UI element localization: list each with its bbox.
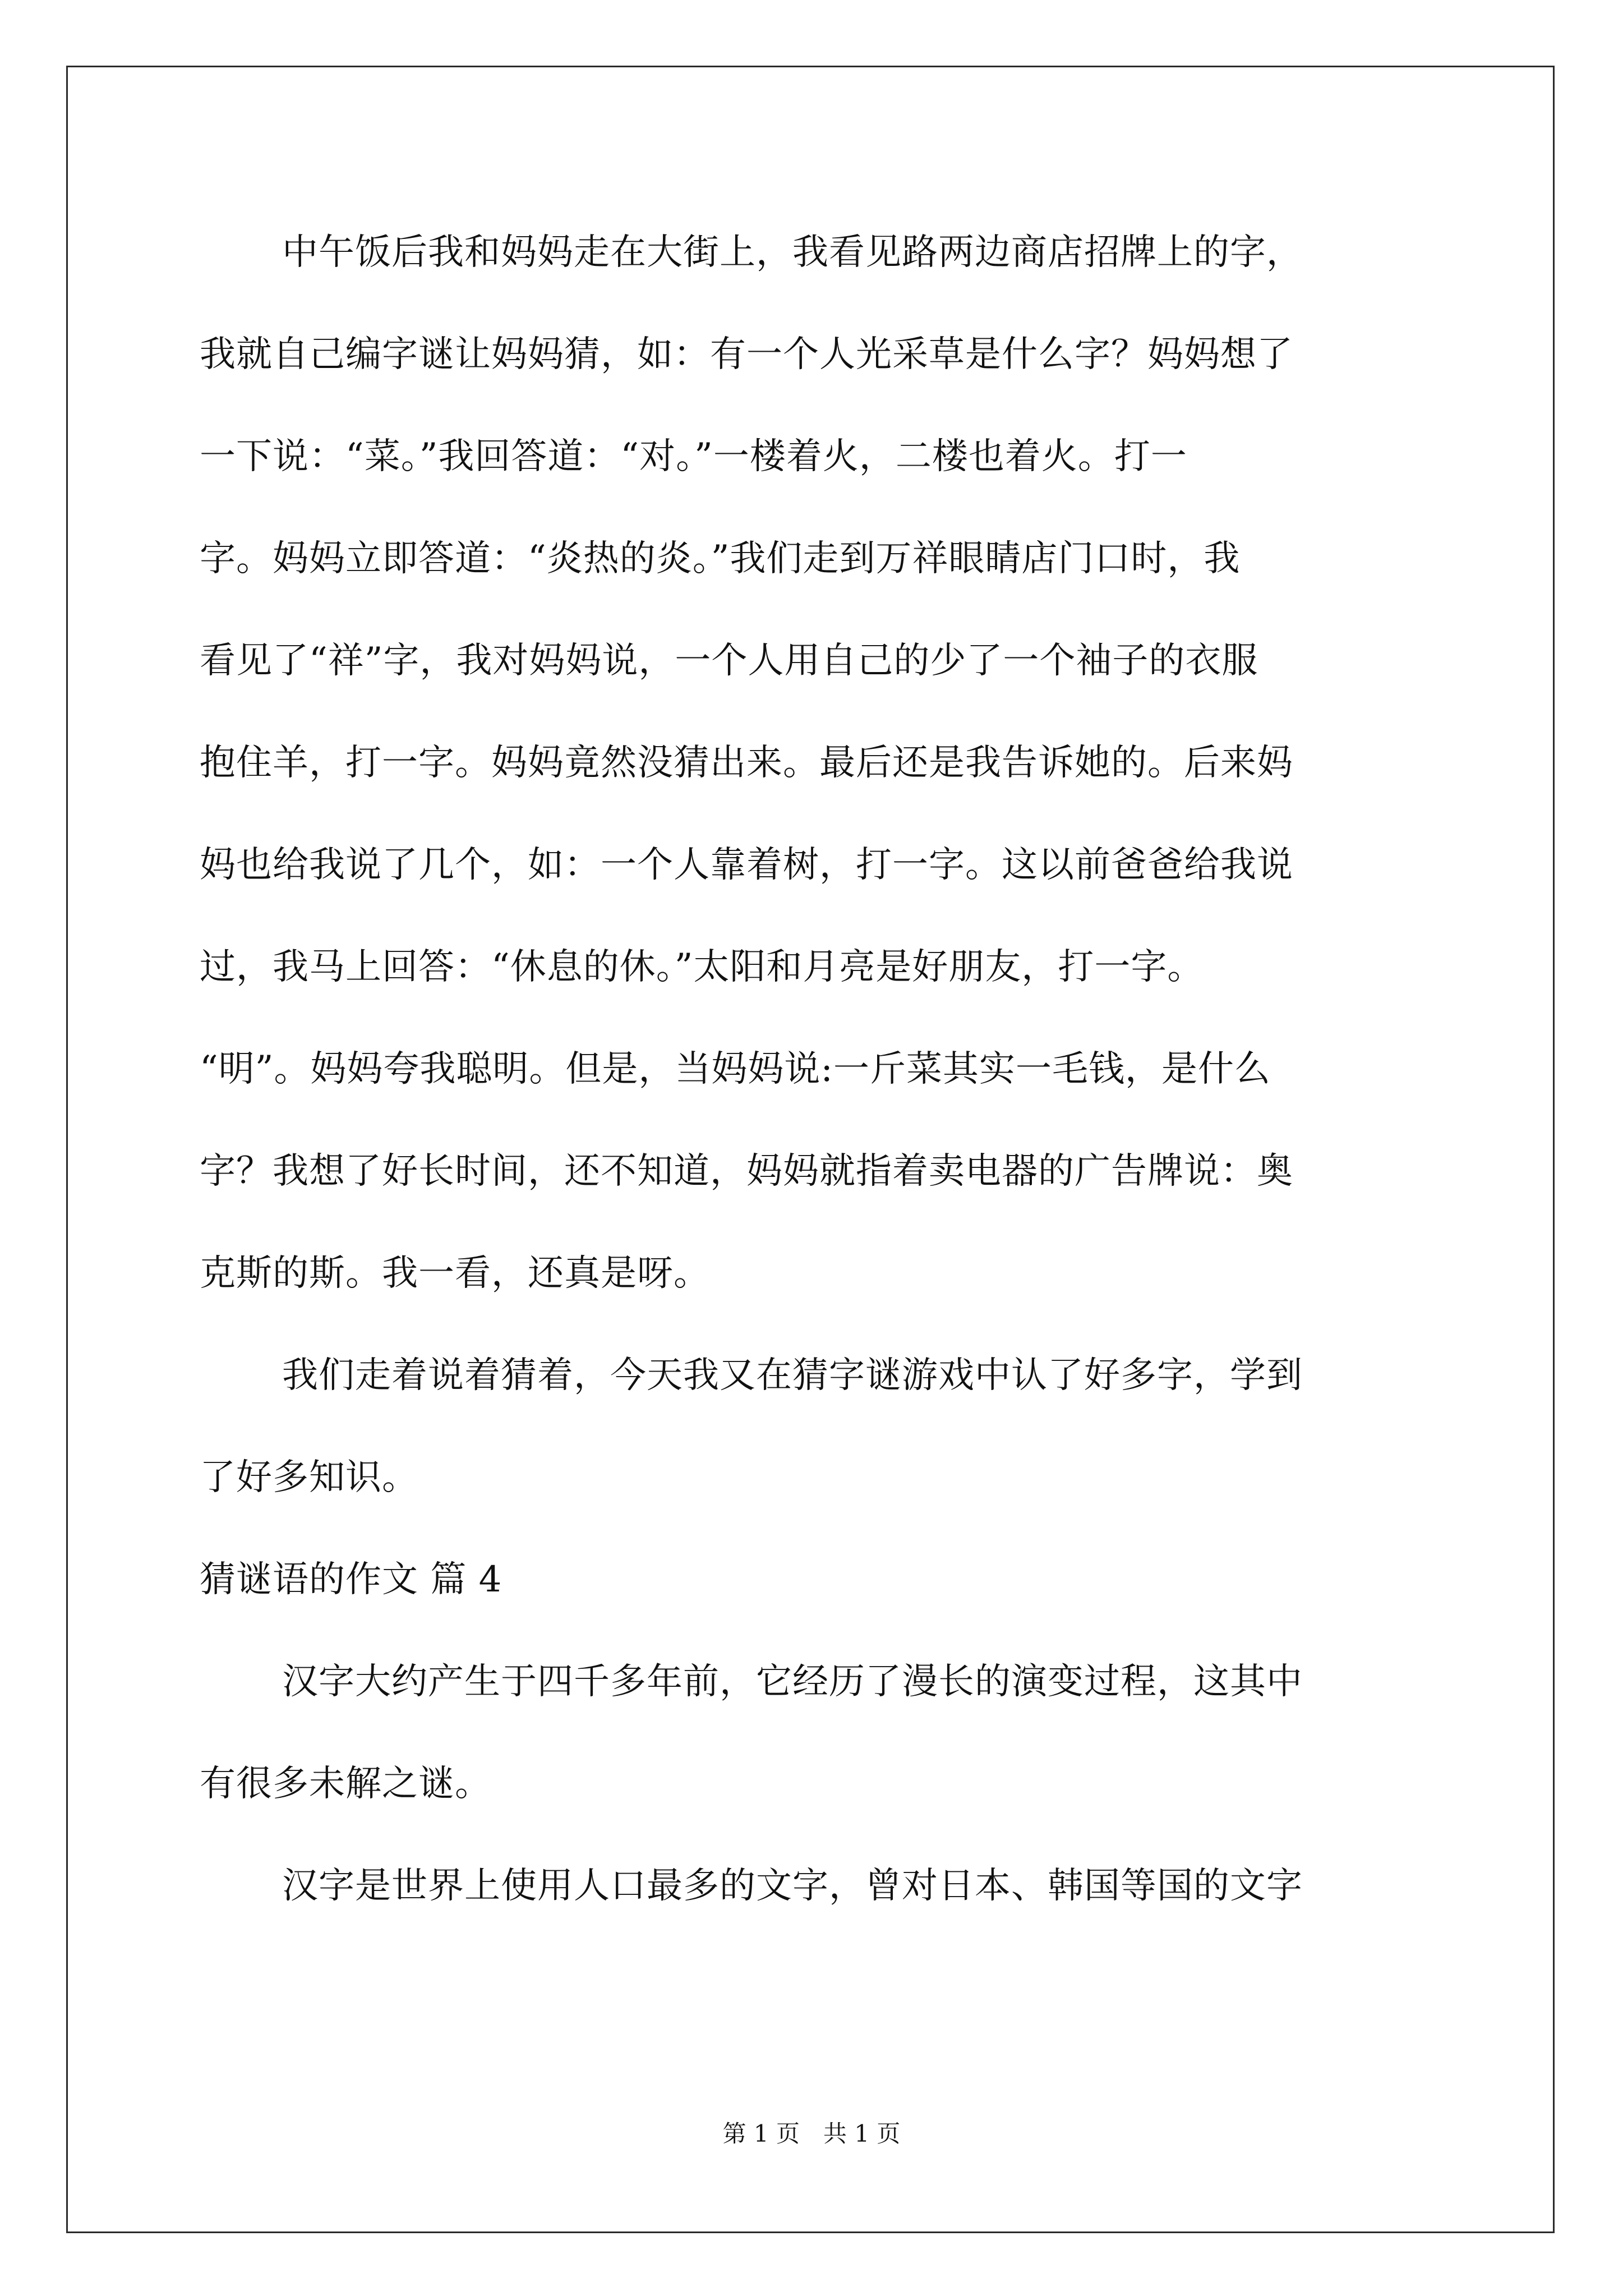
text-line: 有很多未解之谜。 [200,1763,491,1805]
text-line: 一下说：“菜。”我回答道：“对。”一楼着火，二楼也着火。打一 [200,436,1187,477]
text-line: 我就自己编字谜让妈妈猜，如：有一个人光采草是什么字？妈妈想了 [200,334,1293,375]
text-line: 克斯的斯。我一看，还真是呀。 [200,1253,710,1294]
text-line: 汉字是世界上使用人口最多的文字，曾对日本、韩国等国的文字 [282,1865,1303,1907]
text-line: 汉字大约产生于四千多年前，它经历了漫长的演变过程，这其中 [282,1661,1303,1703]
text-line: 过，我马上回答：“休息的休。”太阳和月亮是好朋友，打一字。 [200,946,1204,988]
page-footer: 第 1 页 共 1 页 [722,2120,901,2147]
text-line: 字。妈妈立即答道：“炎热的炎。”我们走到万祥眼睛店门口时，我 [200,538,1241,579]
text-line: 抱住羊，打一字。妈妈竟然没猜出来。最后还是我告诉她的。后来妈 [200,742,1293,784]
text-line: 了好多知识。 [200,1457,418,1498]
page-border [66,66,1555,2233]
text-line: 我们走着说着猜着，今天我又在猜字谜游戏中认了好多字，学到 [282,1355,1303,1396]
text-line: 妈也给我说了几个，如：一个人靠着树，打一字。这以前爸爸给我说 [200,844,1293,886]
text-line: 中午饭后我和妈妈走在大街上，我看见路两边商店招牌上的字， [282,232,1303,273]
section-heading: 猜谜语的作文 篇 4 [200,1559,502,1600]
text-line: 看见了“祥”字，我对妈妈说，一个人用自己的少了一个袖子的衣服 [200,640,1258,682]
text-line: “明”。妈妈夸我聪明。但是，当妈妈说:一斤菜其实一毛钱，是什么 [200,1048,1271,1090]
text-line: 字？我想了好长时间，还不知道，妈妈就指着卖电器的广告牌说：奥 [200,1151,1293,1192]
